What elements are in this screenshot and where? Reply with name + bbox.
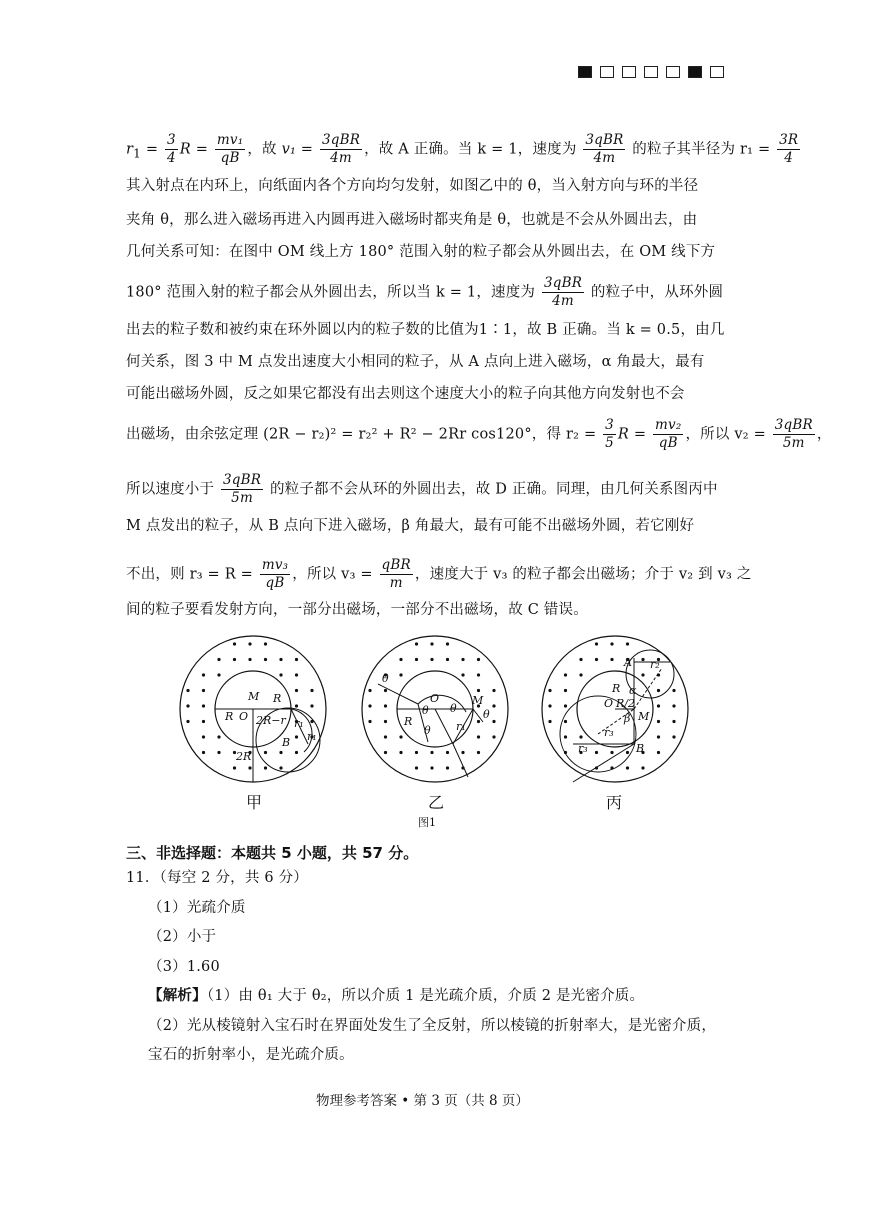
- field-dot: [446, 751, 449, 754]
- field-dot: [477, 689, 480, 692]
- field-dot: [430, 766, 433, 769]
- fraction: [777, 132, 800, 167]
- numerator: qBR: [381, 557, 411, 573]
- numerator: 3: [605, 417, 614, 433]
- field-dot: [564, 720, 567, 723]
- fraction: [542, 275, 584, 310]
- denominator: m: [389, 575, 403, 591]
- field-dot: [295, 673, 298, 676]
- numerator: mv₃: [261, 557, 289, 573]
- field-dot: [657, 689, 660, 692]
- field-dot: [217, 751, 220, 754]
- denominator: 4: [167, 150, 176, 166]
- label-R: R: [273, 692, 282, 705]
- field-dot: [279, 658, 282, 661]
- fraction: [215, 132, 245, 167]
- label-r2: r₂: [650, 658, 660, 671]
- field-dot: [384, 704, 387, 707]
- field-dot: [492, 720, 495, 723]
- figure-label-yi: 乙: [428, 793, 445, 812]
- line-6: 出去的粒子数和被约束在环外圆以内的粒子数的比值为1∶1，故 B 正确。当 k = 0.5，由几: [126, 322, 725, 338]
- field-dot: [415, 642, 418, 645]
- field-dot: [564, 689, 567, 692]
- label-theta: θ: [450, 702, 457, 715]
- text: 出磁场，由余弦定理 (2R − r₂)² = r₂² + R² − 2Rr cos120°，得 r₂ =: [126, 426, 602, 443]
- field-dot: [368, 689, 371, 692]
- analysis-tag: 【解析】: [148, 988, 207, 1004]
- numerator: 3: [167, 132, 176, 148]
- text: ，所以 v₃ =: [292, 566, 378, 583]
- field-dot: [657, 735, 660, 738]
- field-dot: [384, 751, 387, 754]
- field-dot: [672, 704, 675, 707]
- text: ，故: [247, 141, 282, 158]
- field-dot: [657, 704, 660, 707]
- field-dot: [295, 658, 298, 661]
- label-2R-r: 2R−r: [256, 714, 286, 727]
- label-theta: θ: [424, 724, 431, 737]
- field-dot: [564, 704, 567, 707]
- denominator: 4m: [552, 293, 574, 309]
- field-dot: [186, 720, 189, 723]
- field-dot: [595, 658, 598, 661]
- field-dot: [672, 735, 675, 738]
- field-dot: [430, 751, 433, 754]
- field-dot: [626, 642, 629, 645]
- label-r1: r₁: [294, 717, 304, 730]
- fraction: [320, 132, 362, 167]
- line-2: 其入射点在内环上，向纸面内各个方向均匀发射，如图乙中的 θ，当入射方向与环的半径: [126, 178, 699, 194]
- line-8: 可能出磁场外圆，反之如果它都没有出去则这个速度大小的粒子向其他方向发射也不会: [126, 386, 685, 402]
- field-dot: [564, 735, 567, 738]
- field-dot: [202, 720, 205, 723]
- field-dot: [415, 658, 418, 661]
- field-dot: [399, 735, 402, 738]
- line-5: [126, 275, 723, 310]
- q11-head: 11．（每空 2 分，共 6 分）: [126, 870, 308, 886]
- field-dot: [430, 642, 433, 645]
- field-dot: [595, 751, 598, 754]
- field-dot: [233, 658, 236, 661]
- text: （1）由 θ₁ 大于 θ₂，所以介质 1 是光疏介质，介质 2 是光密介质。: [206, 988, 645, 1004]
- text: ，: [816, 426, 832, 443]
- label-B: B: [282, 736, 291, 749]
- field-dot: [384, 689, 387, 692]
- field-dot: [186, 689, 189, 692]
- label-M: M: [248, 690, 260, 703]
- field-dot: [492, 735, 495, 738]
- progress-mark-empty: [600, 66, 614, 78]
- field-dot: [461, 673, 464, 676]
- field-dot: [399, 658, 402, 661]
- field-dot: [415, 751, 418, 754]
- text: 的粒子其半径为 r₁ =: [627, 141, 776, 158]
- figure-bing-diagram: [538, 632, 692, 786]
- label-theta: θ: [422, 704, 429, 717]
- field-dot: [202, 735, 205, 738]
- field-dot: [548, 720, 551, 723]
- text: 所以速度小于: [126, 481, 220, 498]
- numerator: 3R: [779, 132, 799, 148]
- field-dot: [295, 735, 298, 738]
- field-dot: [384, 720, 387, 723]
- label-B: B: [636, 742, 645, 755]
- text: 1: [133, 146, 142, 161]
- field-dot: [446, 766, 449, 769]
- field-dot: [384, 735, 387, 738]
- page-footer: 物理参考答案 • 第 3 页（共 8 页）: [316, 1093, 529, 1109]
- field-dot: [477, 658, 480, 661]
- numerator: 3qBR: [585, 132, 624, 148]
- field-dot: [641, 766, 644, 769]
- field-dot: [610, 642, 613, 645]
- figure-yi-diagram: [358, 632, 512, 786]
- field-dot: [368, 704, 371, 707]
- field-dot: [492, 689, 495, 692]
- field-dot: [641, 673, 644, 676]
- field-dot: [279, 766, 282, 769]
- field-dot: [295, 751, 298, 754]
- field-dot: [264, 642, 267, 645]
- line-4: 几何关系可知：在图中 OM 线上方 180° 范围入射的粒子都会从外圆出去，在 OM 线下方: [126, 244, 716, 260]
- figure-label-jia: 甲: [246, 793, 263, 812]
- fraction: [653, 417, 683, 452]
- field-dot: [657, 751, 660, 754]
- label-beta: β: [624, 712, 631, 725]
- line-3: 夹角 θ，那么进入磁场再进入内圆再进入磁场时都夹角是 θ，也就是不会从外圆出去，由: [126, 212, 698, 228]
- denominator: qB: [658, 435, 678, 451]
- text: 的粒子都不会从环的外圆出去，故 D 正确。同理，由几何关系图丙中: [265, 481, 718, 498]
- field-dot: [492, 704, 495, 707]
- line-13: 间的粒子要看发射方向，一部分出磁场，一部分不出磁场，故 C 错误。: [126, 602, 588, 618]
- field-dot: [415, 766, 418, 769]
- field-dot: [186, 704, 189, 707]
- line-9: [126, 417, 832, 452]
- field-dot: [399, 751, 402, 754]
- q11-analysis-1: [148, 986, 644, 1006]
- field-dot: [430, 658, 433, 661]
- field-dot: [368, 720, 371, 723]
- field-dot: [217, 658, 220, 661]
- line-1: [126, 132, 802, 167]
- field-dot: [579, 735, 582, 738]
- numerator: 3qBR: [223, 472, 262, 488]
- q11-answer-3: （3）1.60: [148, 959, 220, 975]
- field-dot: [672, 720, 675, 723]
- label-R: R: [612, 682, 621, 695]
- label-O: O: [604, 697, 614, 710]
- field-dot: [477, 720, 480, 723]
- field-dot: [264, 766, 267, 769]
- denominator: 5m: [231, 490, 253, 506]
- field-dot: [548, 689, 551, 692]
- label-O: O: [430, 692, 440, 705]
- line-11: M 点发出的粒子，从 B 点向下进入磁场，β 角最大，最有可能不出磁场外圆，若它刚好: [126, 518, 695, 534]
- line-10: [126, 472, 718, 507]
- field-dot: [202, 673, 205, 676]
- text: 180° 范围入射的粒子都会从外圆出去，所以当 k = 1，速度为: [126, 284, 540, 301]
- text: ，所以 v₂ =: [685, 426, 771, 443]
- field-dot: [248, 642, 251, 645]
- progress-mark-filled: [578, 66, 592, 78]
- denominator: 5: [605, 435, 614, 451]
- text: r: [126, 141, 134, 158]
- field-dot: [248, 766, 251, 769]
- field-dot: [579, 658, 582, 661]
- field-dot: [626, 766, 629, 769]
- text: v₁ =: [281, 141, 318, 158]
- field-dot: [264, 751, 267, 754]
- field-dot: [310, 689, 313, 692]
- field-dot: [233, 642, 236, 645]
- field-dot: [217, 673, 220, 676]
- label-2R: 2R: [236, 750, 252, 763]
- fraction: [773, 417, 815, 452]
- progress-mark-filled: [688, 66, 702, 78]
- numerator: 3qBR: [543, 275, 583, 291]
- figure-label-bing: 丙: [606, 793, 623, 812]
- field-dot: [248, 658, 251, 661]
- label-M: M: [638, 710, 650, 723]
- label-r1: r₁: [456, 720, 466, 733]
- progress-mark-empty: [644, 66, 658, 78]
- label-R-half: R/2: [616, 697, 635, 710]
- field-dot: [446, 642, 449, 645]
- field-dot: [279, 673, 282, 676]
- q11-answer-2: （2）小于: [148, 929, 217, 945]
- fraction: [260, 557, 290, 592]
- field-dot: [446, 658, 449, 661]
- field-dot: [477, 751, 480, 754]
- field-dot: [564, 673, 567, 676]
- field-dot: [295, 689, 298, 692]
- field-dot: [610, 751, 613, 754]
- label-R: R: [404, 715, 413, 728]
- field-dot: [233, 766, 236, 769]
- field-dot: [202, 751, 205, 754]
- denominator: 5m: [782, 435, 805, 451]
- field-dot: [295, 704, 298, 707]
- numerator: mv₁: [216, 132, 244, 148]
- figure-caption: 图1: [418, 816, 436, 829]
- field-dot: [672, 689, 675, 692]
- text: =: [141, 141, 163, 158]
- field-dot: [279, 751, 282, 754]
- fraction: [380, 557, 413, 592]
- figure-1: [170, 632, 730, 832]
- denominator: 4: [784, 150, 794, 166]
- text: ，速度大于 v₃ 的粒子都会出磁场；介于 v₂ 到 v₃ 之: [414, 566, 752, 583]
- field-dot: [217, 735, 220, 738]
- text: ，故 A 正确。当 k = 1，速度为: [364, 141, 582, 158]
- q11-answer-1: （1）光疏介质: [148, 900, 246, 916]
- label-alpha: α: [629, 684, 637, 697]
- numerator: mv₂: [655, 417, 682, 433]
- label-theta: θ: [382, 672, 389, 685]
- progress-mark-empty: [622, 66, 636, 78]
- field-dot: [461, 751, 464, 754]
- field-dot: [202, 704, 205, 707]
- fraction: [583, 132, 625, 167]
- line-7: 何关系，图 3 中 M 点发出速度大小相同的粒子，从 A 点向上进入磁场，α 角最大，最有: [126, 354, 705, 370]
- fraction: [221, 472, 263, 507]
- label-r3: r₃: [578, 742, 588, 755]
- denominator: 4m: [330, 150, 352, 166]
- field-dot: [595, 642, 598, 645]
- label-M: M: [472, 694, 484, 707]
- field-dot: [610, 658, 613, 661]
- progress-mark-empty: [710, 66, 724, 78]
- numerator: 3qBR: [774, 417, 813, 433]
- label-R: R: [225, 710, 234, 723]
- denominator: qB: [220, 150, 240, 166]
- q11-analysis-2b: 宝石的折射率小，是光疏介质。: [148, 1047, 354, 1063]
- label-theta: θ: [483, 708, 490, 721]
- field-dot: [461, 658, 464, 661]
- text: 的粒子中，从环外圆: [586, 284, 724, 301]
- fraction: [603, 417, 616, 452]
- line-12: [126, 557, 752, 592]
- field-dot: [548, 704, 551, 707]
- denominator: qB: [265, 575, 285, 591]
- figure-jia-diagram: [176, 632, 330, 786]
- fraction: [165, 132, 178, 167]
- q11-analysis-2a: （2）光从棱镜射入宝石时在界面处发生了全反射，所以棱镜的折射率大，是光密介质，: [148, 1018, 717, 1034]
- field-dot: [264, 658, 267, 661]
- label-r3: r₃: [604, 726, 614, 739]
- text: R =: [179, 141, 213, 158]
- field-dot: [399, 673, 402, 676]
- numerator: 3qBR: [321, 132, 361, 148]
- text: 不出，则 r₃ = R =: [126, 566, 258, 583]
- label-r1: r₁: [307, 730, 317, 743]
- progress-mark-empty: [666, 66, 680, 78]
- field-dot: [477, 673, 480, 676]
- label-O: O: [239, 710, 249, 723]
- field-dot: [657, 720, 660, 723]
- field-dot: [477, 735, 480, 738]
- field-dot: [202, 689, 205, 692]
- label-A: A: [624, 656, 632, 669]
- text: R =: [617, 426, 651, 443]
- field-dot: [641, 658, 644, 661]
- section-heading: 三、非选择题：本题共 5 小题，共 57 分。: [126, 844, 419, 862]
- denominator: 4m: [593, 150, 616, 166]
- page-progress-marks: [578, 66, 724, 78]
- field-dot: [310, 704, 313, 707]
- field-dot: [626, 751, 629, 754]
- field-dot: [579, 673, 582, 676]
